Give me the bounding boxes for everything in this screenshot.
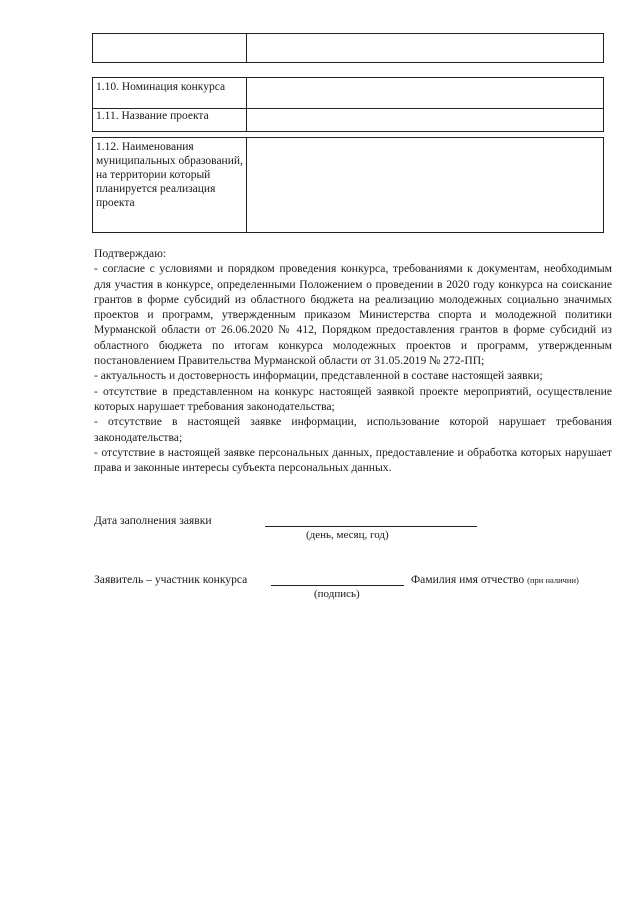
fio-note: (при наличии) [527,575,579,585]
row-value[interactable] [248,34,603,62]
table-row-project-name [92,107,604,132]
confirm-item-terms: - согласие с условиями и порядком проведения конкурса, требованиями к документам, необходимым для участия в конкурсе, определенными Положением о проведении в 2020 году конкурса на соискание грантов в форме субсидий из областного бюджета на реализацию молодежных социально значимых проектов и программ, утвержденным приказом Министерства спорта и молодежной политики Мурманской области от 26.06.2020 № 412, Порядком предоставления грантов в форме субсидий из областного бюджета по итогам конкурса молодежных проектов и программ, утвержденным постановлением Правительства Мурманской области от 31.05.2019 № 272-ПП; [94,262,612,368]
row-label-project-name: 1.11. Название проекта [93,107,247,131]
fio-label: Фамилия имя отчество [411,573,525,586]
signature-field[interactable] [271,585,404,586]
applicant-label: Заявитель – участник конкурса [94,573,248,586]
applicant-fio [411,573,579,586]
date-caption: (день, месяц, год) [306,529,389,541]
nomination-value[interactable] [248,78,603,108]
date-field[interactable] [265,526,477,527]
confirmation-text [94,246,612,475]
confirm-item-no-restricted-info: - отсутствие в настоящей заявке информации, использование которой нарушает требования законодательства; [94,415,612,444]
confirm-item-accuracy: - актуальность и достоверность информации, представленной в составе настоящей заявки; [94,369,543,383]
table-row [92,33,604,63]
confirm-item-no-violations: - отсутствие в представленном на конкурс настоящей заявкой проекте мероприятий, осуществление которых нарушает требования законодательства; [94,384,612,413]
table-row-nomination [92,77,604,109]
project-name-value[interactable] [248,107,603,131]
confirm-intro: Подтверждаю: [94,247,167,260]
municipalities-value[interactable] [248,138,603,232]
signature-caption: (подпись) [314,588,360,600]
table-row-municipalities [92,137,604,233]
row-label [93,34,247,62]
row-label-nomination: 1.10. Номинация конкурса [93,78,247,108]
date-label: Дата заполнения заявки [94,514,212,527]
row-label-municipalities: 1.12. Наименования муниципальных образований, на территории который планируется реализация проекта [93,138,247,232]
confirm-item-no-personal-data: - отсутствие в настоящей заявке персональных данных, предоставление и обработка которых нарушает права и законные интересы субъекта персональных данных. [94,445,612,475]
